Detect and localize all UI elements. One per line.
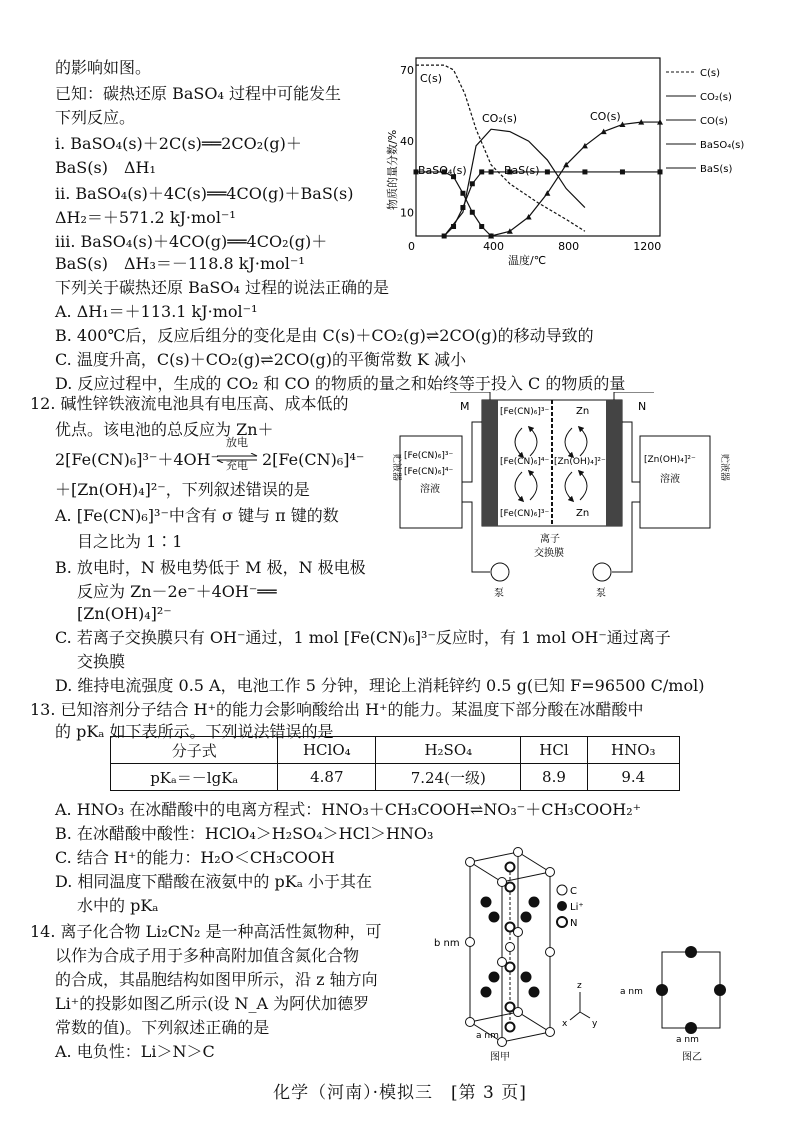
curve-label-co: CO(s) xyxy=(590,110,621,123)
table-cell: pKₐ＝－lgKₐ xyxy=(111,764,278,791)
series-point-4 xyxy=(479,169,484,174)
left-tank-ion2: [Fe(CN)₆]⁴⁻ xyxy=(404,467,454,477)
q13-option-a: A. HNO₃ 在冰醋酸中的电离方程式：HNO₃＋CH₃COOH⇌NO₃⁻＋CH₃COOH₂⁺ xyxy=(55,800,642,819)
c-atom xyxy=(506,943,515,952)
series-point-4 xyxy=(582,169,587,174)
curve-label-bas: BaS(s) xyxy=(504,164,540,177)
c-atom xyxy=(546,948,555,957)
left-storage-tank xyxy=(400,436,462,528)
legend-label-2: CO(s) xyxy=(700,116,728,127)
q11-intro: 的影响如图。 xyxy=(55,58,152,77)
x-axis xyxy=(570,1012,580,1020)
q14-line5: 常数的值)。下列叙述正确的是 xyxy=(55,1018,270,1037)
cell-ion-bot: [Fe(CN)₆]³⁻ xyxy=(500,509,550,519)
q11-option-c: C. 温度升高，C(s)＋CO₂(g)⇌2CO(g)的平衡常数 K 减小 xyxy=(55,350,467,369)
series-point-3 xyxy=(470,210,475,215)
curve-label-c: C(s) xyxy=(420,72,442,85)
q12-line1: 12. 碱性锌铁液流电池具有电压高、成本低的 xyxy=(30,394,349,413)
series-point-3 xyxy=(460,191,465,196)
c-atom xyxy=(466,938,475,947)
projection-li xyxy=(685,946,697,958)
x-tick-label: 1200 xyxy=(633,240,662,253)
right-tank-solution: 溶液 xyxy=(660,474,680,485)
legend-n-marker xyxy=(557,917,567,927)
q11-reaction3a: ⅲ. BaSO₄(s)＋4CO(g)══4CO₂(g)＋ xyxy=(55,232,328,251)
curve-label-co2: CO₂(s) xyxy=(482,112,518,125)
figure-b-caption: 图乙 xyxy=(682,1052,702,1063)
discharge-label: 放电 xyxy=(226,436,248,449)
legend-n: N xyxy=(570,918,578,929)
series-line-2 xyxy=(491,122,660,236)
pump-right xyxy=(593,563,611,581)
n-atom xyxy=(506,883,515,892)
q12-option-b1: B. 放电时，N 极电势低于 M 极，N 极电极 xyxy=(55,558,366,577)
table-cell: 9.4 xyxy=(587,764,679,791)
q11-known-line1: 已知：碳热还原 BaSO₄ 过程中可能发生 xyxy=(55,84,341,103)
projection-side-label: a nm xyxy=(620,987,643,997)
charge-label: 充电 xyxy=(226,459,248,472)
n-atom xyxy=(506,1003,515,1012)
series-line-4 xyxy=(444,172,660,236)
curve-label-baso4: BaSO₄(s) xyxy=(418,164,467,177)
li-atom xyxy=(521,972,531,982)
crystal-structure-figure xyxy=(430,842,760,1068)
n-atom xyxy=(506,1023,515,1032)
c-atom xyxy=(498,958,507,967)
q12-option-b2: 反应为 Zn－2e⁻＋4OH⁻══ xyxy=(77,582,277,601)
flow-battery-diagram xyxy=(390,392,750,604)
series-line-1 xyxy=(444,129,585,236)
q12-option-b3: [Zn(OH)₄]²⁻ xyxy=(77,604,172,623)
li-atom xyxy=(489,972,499,982)
c-atom xyxy=(546,1028,555,1037)
n-atom xyxy=(506,923,515,932)
n-atom xyxy=(506,963,515,972)
y-tick-label: 40 xyxy=(400,135,414,149)
page-footer: 化学（河南）·模拟三 [第 3 页] xyxy=(273,1083,527,1103)
series-point-4 xyxy=(442,234,447,239)
left-storage-label: 贮液器 xyxy=(391,454,401,482)
q13-option-d1: D. 相同温度下醋酸在液氨中的 pKₐ 小于其在 xyxy=(55,872,372,891)
q13-line2: 的 pKₐ 如下表所示。下列说法错误的是 xyxy=(55,722,334,741)
table-header-cell: H₂SO₄ xyxy=(376,737,521,764)
li-atom xyxy=(529,987,539,997)
pka-table xyxy=(110,736,680,791)
pump-label-left: 泵 xyxy=(494,588,504,599)
membrane-label2: 交换膜 xyxy=(534,548,564,559)
membrane-label1: 离子 xyxy=(540,534,560,545)
q14-line1: 14. 离子化合物 Li₂CN₂ 是一种高活性氮物种，可 xyxy=(30,922,382,941)
y-axis xyxy=(580,1012,590,1018)
legend-li-marker xyxy=(557,901,567,911)
a-dimension-label: a nm xyxy=(476,1031,499,1041)
legend-label-3: BaSO₄(s) xyxy=(700,140,745,151)
table-header-cell: HClO₄ xyxy=(278,737,376,764)
q11-reaction1b: BaS(s) ΔH₁ xyxy=(55,158,156,177)
q12-line3b: 2[Fe(CN)₆]⁴⁻ xyxy=(262,450,365,469)
c-atom xyxy=(546,868,555,877)
c-atom xyxy=(466,1018,475,1027)
q11-known-line2: 下列反应。 xyxy=(55,108,136,127)
series-point-4 xyxy=(489,169,494,174)
axis-z-label: z xyxy=(577,981,582,991)
electrode-m xyxy=(482,400,498,526)
li-atom xyxy=(481,987,491,997)
c-atom xyxy=(514,928,523,937)
table-cell: 8.9 xyxy=(521,764,587,791)
projection-square xyxy=(662,952,720,1028)
table-cell: 7.24(一级) xyxy=(376,764,521,791)
q12-line2: 优点。该电池的总反应为 Zn＋ xyxy=(55,420,274,439)
zn-bot: Zn xyxy=(576,508,590,519)
q13-option-c: C. 结合 H⁺的能力：H₂O＜CH₃COOH xyxy=(55,848,335,867)
q12-option-c2: 交换膜 xyxy=(77,652,126,671)
q14-line2: 以作为合成子用于多种高附加值含氮化合物 xyxy=(55,946,360,965)
cell-ion-mid: [Fe(CN)₆]⁴⁻ xyxy=(500,457,550,467)
projection-li xyxy=(685,1022,697,1034)
axis-y-label: y xyxy=(592,1019,598,1029)
electrode-n xyxy=(606,400,622,526)
q13-option-d2: 水中的 pKₐ xyxy=(77,896,159,915)
q12-option-a2: 目之比为 1∶1 xyxy=(77,532,183,551)
legend-label-1: CO₂(s) xyxy=(700,92,732,103)
x-tick-label: 400 xyxy=(483,240,505,253)
q12-option-d: D. 维持电流强度 0.5 A，电池工作 5 分钟，理论上消耗锌约 0.5 g(已知 F=96500 C/mol) xyxy=(55,676,705,695)
series-point-3 xyxy=(479,224,484,229)
q11-reaction2b: ΔH₂＝＋571.2 kJ·mol⁻¹ xyxy=(55,208,236,227)
q11-reaction1a: ⅰ. BaSO₄(s)＋2C(s)══2CO₂(g)＋ xyxy=(55,134,302,153)
c-atom xyxy=(466,858,475,867)
legend-label-0: C(s) xyxy=(700,68,720,79)
q14-option-a: A. 电负性：Li＞N＞C xyxy=(55,1042,215,1061)
series-point-4 xyxy=(451,224,456,229)
q12-line3a: 2[Fe(CN)₆]³⁻＋4OH⁻ xyxy=(55,450,220,469)
li-atom xyxy=(481,897,491,907)
q11-option-d: D. 反应过程中，生成的 CO₂ 和 CO 的物质的量之和始终等于投入 C 的物质的量 xyxy=(55,374,626,393)
table-row xyxy=(111,764,680,791)
q14-line3: 的合成，其晶胞结构如图甲所示，沿 z 轴方向 xyxy=(55,970,378,989)
series-point-3 xyxy=(489,234,494,239)
left-tank-solution: 溶液 xyxy=(420,484,440,495)
legend-c-marker xyxy=(557,885,567,895)
q13-line1: 13. 已知溶剂分子结合 H⁺的能力会影响酸给出 H⁺的能力。某温度下部分酸在冰醋酸中 xyxy=(30,700,644,719)
n-atom xyxy=(506,863,515,872)
li-atom xyxy=(521,912,531,922)
legend-li: Li⁺ xyxy=(570,902,584,913)
c-atom xyxy=(514,848,523,857)
series-line-0 xyxy=(416,65,585,231)
table-cell: 4.87 xyxy=(278,764,376,791)
series-point-4 xyxy=(545,169,550,174)
projection-li xyxy=(714,984,726,996)
li-atom xyxy=(489,912,499,922)
plot-frame xyxy=(416,58,660,236)
series-point-4 xyxy=(460,205,465,210)
zincate-mid: [Zn(OH)₄]²⁻ xyxy=(554,457,606,467)
q12-option-c1: C. 若离子交换膜只有 OH⁻通过，1 mol [Fe(CN)₆]³⁻反应时，有 1 mol OH⁻通过离子 xyxy=(55,628,671,647)
series-point-4 xyxy=(658,169,663,174)
x-axis-label: 温度/℃ xyxy=(508,254,547,267)
series-point-4 xyxy=(470,181,475,186)
reversible-arrow xyxy=(215,448,259,456)
y-tick-label: 70 xyxy=(400,63,414,77)
pump-label-right: 泵 xyxy=(596,588,606,599)
q13-option-b: B. 在冰醋酸中酸性：HClO₄＞H₂SO₄＞HCl＞HNO₃ xyxy=(55,824,434,843)
projection-li xyxy=(656,984,668,996)
chart-legend xyxy=(666,68,744,175)
table-header-cell: HNO₃ xyxy=(587,737,679,764)
right-storage-label: 贮液器 xyxy=(719,454,729,482)
q11-stem: 下列关于碳热还原 BaSO₄ 过程的说法正确的是 xyxy=(55,278,389,297)
cell-ion-top: [Fe(CN)₆]³⁻ xyxy=(500,407,550,417)
y-tick-label: 10 xyxy=(400,206,414,220)
legend-label-4: BaS(s) xyxy=(700,164,733,175)
right-tank-ion: [Zn(OH)₄]²⁻ xyxy=(644,455,696,465)
q11-option-b: B. 400℃后，反应后组分的变化是由 C(s)＋CO₂(g)⇌2CO(g)的移动导致的 xyxy=(55,326,594,345)
figure-a-caption: 图甲 xyxy=(490,1052,510,1063)
b-dimension-label: b nm xyxy=(434,938,460,949)
projection-bottom-label: a nm xyxy=(676,1035,699,1045)
legend-c: C xyxy=(570,886,577,897)
x-tick-label: 800 xyxy=(558,240,580,253)
table-header-cell: 分子式 xyxy=(111,737,278,764)
series-point-4 xyxy=(620,169,625,174)
q11-reaction2a: ⅱ. BaSO₄(s)＋4C(s)══4CO(g)＋BaS(s) xyxy=(55,184,354,203)
zn-top: Zn xyxy=(576,406,590,417)
li-atom xyxy=(529,897,539,907)
y-axis-label: 物质的量分数/% xyxy=(386,129,399,210)
q12-option-a1: A. [Fe(CN)₆]³⁻中含有 σ 键与 π 键的数 xyxy=(55,506,339,525)
m-electrode-label: M xyxy=(460,400,470,413)
axis-x-label: x xyxy=(562,1019,568,1029)
q11-reaction3b: BaS(s) ΔH₃＝－118.8 kJ·mol⁻¹ xyxy=(55,254,305,273)
q12-line4: ＋[Zn(OH)₄]²⁻，下列叙述错误的是 xyxy=(55,480,310,499)
pump-left xyxy=(491,563,509,581)
x-tick-label: 0 xyxy=(408,240,415,253)
table-row xyxy=(111,737,680,764)
mole-fraction-chart xyxy=(378,50,778,272)
n-electrode-label: N xyxy=(638,400,647,413)
q11-option-a: A. ΔH₁＝＋113.1 kJ·mol⁻¹ xyxy=(55,302,258,321)
q14-line4: Li⁺的投影如图乙所示(设 N_A 为阿伏加德罗 xyxy=(55,994,370,1013)
table-header-cell: HCl xyxy=(521,737,587,764)
left-tank-ion1: [Fe(CN)₆]³⁻ xyxy=(404,451,454,461)
